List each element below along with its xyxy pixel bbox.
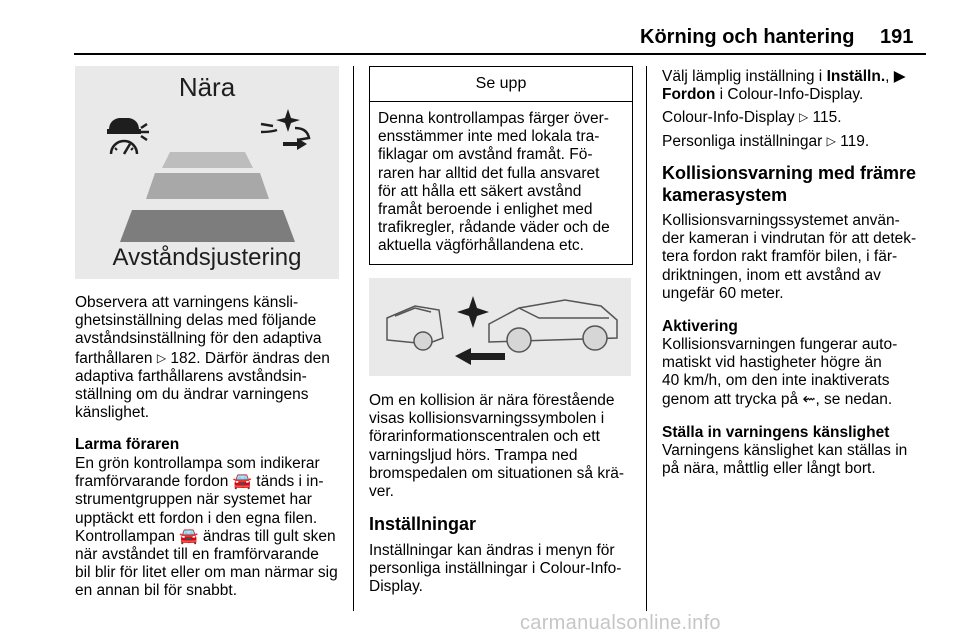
paragraph-sensitivity: Varningens känslighet kan ställas in på nära, måttlig eller långt bort. — [662, 442, 908, 478]
paragraph-activation: Kollisionsvarningen fungerar auto- matiskt vid hastigheter högre än 40 km/h, om den inte inaktiverats genom att trycka på ⇜, se nedan. — [662, 336, 898, 408]
reference-personal-settings: Personliga inställningar ▷ 119. — [662, 133, 870, 150]
paragraph-sensitivity-note: Observera att varningens känsli- ghetsinställning delas med följande avståndsinställning för den adaptiva farthållaren ▷ 182. Därför ändras den adaptiva farthållarens avståndsin- ställning om du ändrar varningens känslighet. — [75, 294, 330, 422]
caution-box — [369, 66, 633, 265]
figure-top-label: Nära — [178, 72, 236, 102]
collision-cars-graphic — [369, 278, 631, 376]
paragraph-choose-setting: Välj lämplig inställning i Inställn., ▶ Fordon i Colour-Info-Display. — [662, 68, 906, 104]
watermark-footer: carmanualsonline.info — [520, 612, 721, 634]
caution-body: Denna kontrollampas färger över- ensstämmer inte med lokala tra- fiklagar om avstånd framåt. Fö- raren har alltid det fulla ansvaret för att hålla ett säkert avstånd framåt beroende i enlighet med trafikregler, rådande väder och de aktuella vägförhållandena etc. — [378, 110, 610, 255]
page-number: 191 — [880, 26, 914, 48]
distance-setting-display-figure — [75, 66, 339, 279]
paragraph-settings: Inställningar kan ändras i menyn för personliga inställningar i Colour-Info- Display. — [369, 542, 622, 596]
header-rule — [74, 53, 926, 55]
collision-star-icon — [457, 296, 489, 328]
distance-bar-medium — [146, 173, 269, 199]
heading-settings: Inställningar — [369, 514, 477, 534]
reference-colour-info-display: Colour-Info-Display ▷ 115. — [662, 109, 842, 126]
paragraph-camera-system: Kollisionsvarningssystemet använ- der kameran i vindrutan för att detek- tera fordon rakt framför bilen, i fär- driktningen, inom ett avstånd av ungefär 60 meter. — [662, 212, 917, 302]
distance-bar-far — [120, 210, 295, 242]
column-divider-2 — [646, 66, 647, 611]
heading-collision-warning-camera: Kollisionsvarning med främre kamerasystem — [662, 163, 917, 205]
menu-arrow-icon: ▶ — [893, 68, 906, 85]
paragraph-alert-driver: En grön kontrollampa som indikerar framförvarande fordon 🚘 tänds i in- strumentgruppen när systemet har upptäckt ett fordon i den egna filen. Kontrollampan 🚘 ändras till gult sken när avståndet till en framförvarande bil blir för litet eller om man närmar sig en annan bil för snabbt. — [75, 455, 338, 600]
reference-arrow-icon: ▷ — [798, 110, 809, 124]
distance-bar-near — [162, 152, 253, 168]
heading-sensitivity: Ställa in varningens känslighet — [662, 424, 890, 441]
vehicle-ahead-indicator-icon: 🚘 — [179, 527, 199, 545]
column-divider-1 — [353, 66, 354, 611]
reference-arrow-icon: ▷ — [826, 134, 836, 148]
paragraph-collision-imminent: Om en kollision är nära förestående visas kollisionsvarningssymbolen i förarinformationscentralen och ett varningsljud hörs. Trampa ned bromspedalen om situationen så krä- ver. — [369, 392, 625, 501]
heading-alert-driver: Larma föraren — [75, 436, 180, 453]
car-ahead-drawing — [489, 300, 617, 352]
caution-title: Se upp — [370, 67, 632, 102]
vehicle-ahead-gauge-icon — [107, 118, 149, 154]
closing-arrow-icon — [455, 348, 505, 365]
collision-warning-button-icon: ⇜ — [802, 390, 816, 408]
own-car-drawing — [387, 306, 443, 350]
heading-activation: Aktivering — [662, 318, 738, 335]
figure-bottom-label: Avståndsjustering — [112, 244, 302, 271]
reference-arrow-icon: ▷ — [156, 350, 167, 365]
page-header-title: Körning och hantering — [640, 26, 855, 48]
collision-warning-icon — [261, 109, 309, 150]
collision-cars-figure — [369, 278, 631, 376]
vehicle-ahead-indicator-icon: 🚘 — [232, 473, 252, 491]
